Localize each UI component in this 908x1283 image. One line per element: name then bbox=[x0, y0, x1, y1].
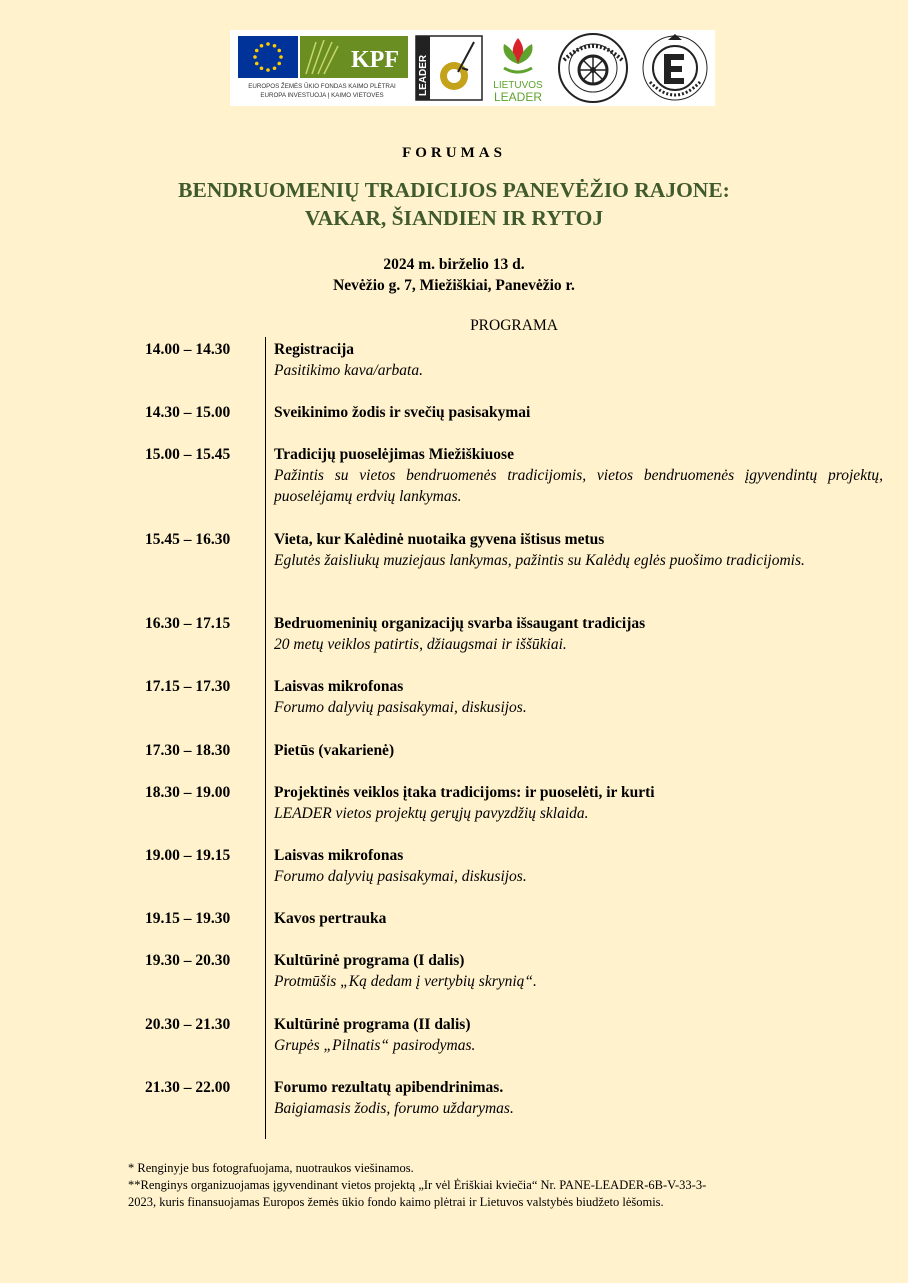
program-time: 15.00 – 15.45 bbox=[145, 446, 231, 463]
svg-text:EUROPA INVESTUOJA Į KAIMO VIET: EUROPA INVESTUOJA Į KAIMO VIETOVES bbox=[260, 92, 384, 99]
eu-star-icon bbox=[260, 66, 264, 70]
program-time: 16.30 – 17.15 bbox=[145, 615, 231, 632]
eu-star-icon bbox=[277, 49, 281, 53]
program-time: 14.30 – 15.00 bbox=[145, 404, 231, 421]
program-title: Sveikinimo žodis ir svečių pasisakymai bbox=[274, 404, 531, 421]
leader-logo bbox=[414, 30, 484, 106]
document-kicker: FORUMAS bbox=[402, 145, 506, 161]
program-title: Laisvas mikrofonas bbox=[274, 847, 404, 864]
program-time: 19.00 – 19.15 bbox=[145, 847, 231, 864]
program-time: 17.15 – 17.30 bbox=[145, 678, 231, 695]
program-time: 17.30 – 18.30 bbox=[145, 742, 231, 759]
event-address: Nevėžio g. 7, Miežiškiai, Panevėžio r. bbox=[333, 277, 575, 294]
program-title: Tradicijų puoselėjimas Miežiškiuose bbox=[274, 446, 514, 463]
program-title: Laisvas mikrofonas bbox=[274, 678, 404, 695]
page-title bbox=[0, 176, 908, 232]
program-desc: Pažintis su vietos bendruomenės tradicijomis, vietos bendruomenės įgyvendintų projektų, puoselėjamų erdvių lankymas. bbox=[274, 467, 883, 505]
eu-star-icon bbox=[255, 49, 259, 53]
sponsor-logo-strip bbox=[230, 30, 715, 106]
program-heading: PROGRAMA bbox=[470, 317, 558, 334]
program-desc: Grupės „Pilnatis“ pasirodymas. bbox=[274, 1037, 476, 1054]
vvg-round-seal-logo bbox=[552, 30, 634, 106]
eu-star-icon bbox=[266, 42, 270, 46]
svg-text:EUROPOS ŽEMĖS ŪKIO FONDAS KAIM: EUROPOS ŽEMĖS ŪKIO FONDAS KAIMO PLĖTRAI bbox=[248, 83, 396, 90]
footnotes bbox=[128, 1160, 848, 1211]
program-title: Bedruomeninių organizacijų svarba išsaugant tradicijas bbox=[274, 615, 646, 632]
event-date: 2024 m. birželio 13 d. bbox=[383, 256, 525, 273]
program-desc: Baigiamasis žodis, forumo uždarymas. bbox=[274, 1100, 514, 1117]
eriskiai-community-logo bbox=[636, 30, 714, 106]
eu-star-icon bbox=[273, 66, 277, 70]
program-time: 20.30 – 21.30 bbox=[145, 1016, 231, 1033]
svg-text:LEADER: LEADER bbox=[418, 54, 429, 96]
program-title: Kultūrinė programa (II dalis) bbox=[274, 1016, 471, 1033]
program-time: 14.00 – 14.30 bbox=[145, 341, 231, 358]
eu-star-icon bbox=[255, 62, 259, 66]
eu-star-icon bbox=[279, 55, 283, 59]
program-time: 15.45 – 16.30 bbox=[145, 531, 231, 548]
program-title: Vieta, kur Kalėdinė nuotaika gyvena ištisus metus bbox=[274, 531, 605, 548]
program-time: 18.30 – 19.00 bbox=[145, 784, 231, 801]
program-title: Pietūs (vakarienė) bbox=[274, 742, 395, 759]
svg-text:LIETUVOS: LIETUVOS bbox=[493, 80, 543, 91]
lietuvos-leader-logo bbox=[488, 30, 548, 106]
program-desc: Forumo dalyvių pasisakymai, diskusijos. bbox=[274, 699, 527, 716]
program-time: 19.15 – 19.30 bbox=[145, 910, 231, 927]
program-desc: Forumo dalyvių pasisakymai, diskusijos. bbox=[274, 868, 527, 885]
eu-star-icon bbox=[266, 68, 270, 72]
eu-kpf-logo bbox=[232, 30, 412, 106]
program-title: Projektinės veiklos įtaka tradicijoms: ir puoselėti, ir kurti bbox=[274, 784, 655, 801]
program-time: 21.30 – 22.00 bbox=[145, 1079, 231, 1096]
program-desc: Eglutės žaisliukų muziejaus lankymas, pažintis su Kalėdų eglės puošimo tradicijomis. bbox=[274, 552, 805, 569]
program-title: Kultūrinė programa (I dalis) bbox=[274, 952, 465, 969]
svg-text:LEADER: LEADER bbox=[493, 90, 543, 104]
program-desc: LEADER vietos projektų gerųjų pavyzdžių sklaida. bbox=[274, 805, 589, 822]
program-desc: Protmūšis „Ką dedam į vertybių skrynią“. bbox=[274, 973, 537, 990]
eu-star-icon bbox=[277, 62, 281, 66]
program-title: Kavos pertrauka bbox=[274, 910, 387, 927]
program-desc: Pasitikimo kava/arbata. bbox=[274, 362, 423, 379]
program-title: Forumo rezultatų apibendrinimas. bbox=[274, 1079, 504, 1096]
footnote-photography: * Renginyje bus fotografuojama, nuotraukos viešinamos. bbox=[128, 1161, 414, 1175]
svg-text:KPF: KPF bbox=[351, 47, 399, 73]
program-desc: 20 metų veiklos patirtis, džiaugsmai ir iššūkiai. bbox=[274, 636, 567, 653]
footnote-funding-line-2: 2023, kuris finansuojamas Europos žemės ūkio fondo kaimo plėtrai ir Lietuvos valstybės biudžeto lėšomis. bbox=[128, 1195, 664, 1209]
title-line-2: VAKAR, ŠIANDIEN IR RYTOJ bbox=[304, 206, 604, 230]
eu-star-icon bbox=[273, 44, 277, 48]
program-time: 19.30 – 20.30 bbox=[145, 952, 231, 969]
title-line-1: BENDRUOMENIŲ TRADICIJOS PANEVĖŽIO RAJONE: bbox=[178, 178, 730, 202]
eu-star-icon bbox=[260, 44, 264, 48]
event-meta bbox=[0, 254, 908, 296]
program-divider bbox=[265, 337, 266, 1139]
eu-star-icon bbox=[253, 55, 257, 59]
program-title: Registracija bbox=[274, 341, 355, 358]
footnote-funding-line-1: **Renginys organizuojamas įgyvendinant vietos projektą „Ir vėl Ėriškiai kviečia“ Nr. PANE-LEADER-6B-V-33-3- bbox=[128, 1178, 707, 1192]
